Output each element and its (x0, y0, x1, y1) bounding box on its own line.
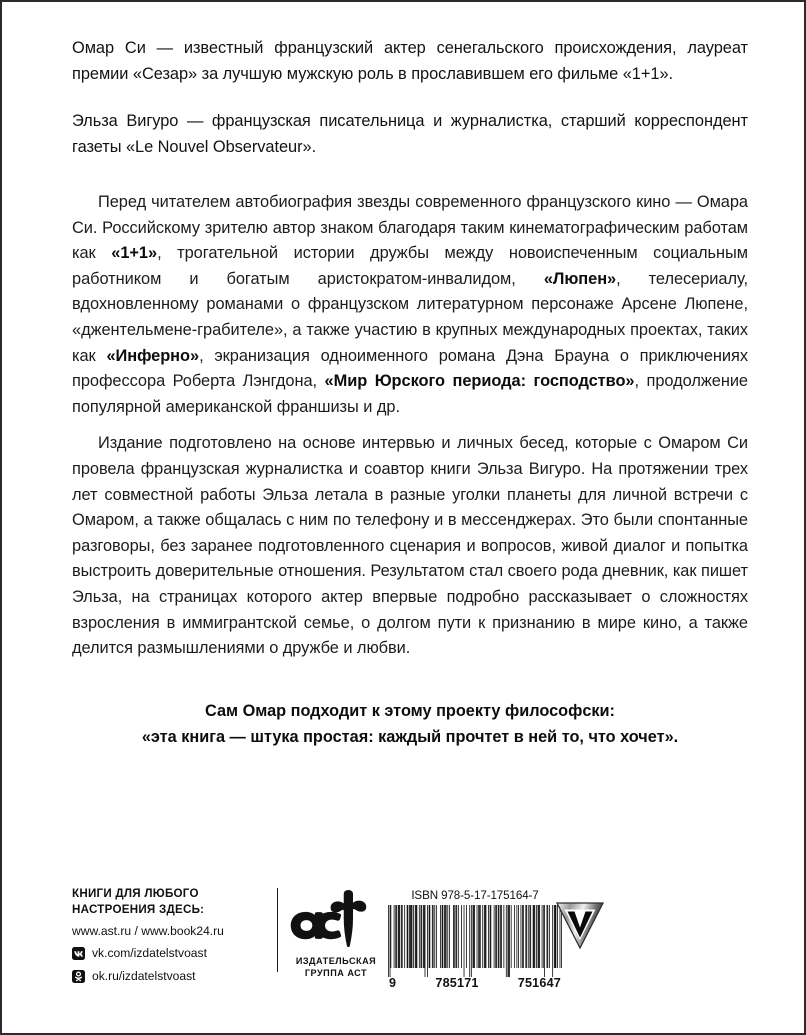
vk-icon (72, 947, 85, 960)
v-triangle-logo (552, 896, 608, 952)
author-bio-paragraph: Омар Си — известный французский актер сенегальского происхождения, лауреат премии «Сезар» за лучшую мужскую роль в прославившем его фильме «1+1». (72, 39, 748, 83)
annotation-text-c: , трогательной истории дружбы между новоиспеченным социальным работником и богатым аристократом-инвалидом, (72, 244, 748, 288)
odnoklassniki-icon (72, 970, 85, 983)
ast-logo-mark (284, 890, 388, 948)
closing-quote (72, 698, 748, 750)
closing-quote-line-1: Сам Омар подходит к этому проекту философски: (205, 701, 615, 720)
ast-publisher-logo (284, 890, 388, 979)
isbn-barcode-block (388, 889, 562, 990)
promo-headline (72, 886, 268, 917)
promo-vk-link[interactable]: vk.com/izdatelstvoast (92, 946, 207, 960)
barcode-digit-left: 9 (389, 976, 397, 990)
barcode-digit-group-1: 785171 (435, 976, 479, 990)
promo-headline-line-1: КНИГИ ДЛЯ ЛЮБОГО (72, 887, 199, 900)
annotation-paragraph-2: Издание подготовлено на основе интервью и личных бесед, которые с Омаром Си провела французская журналистка и соавтор книги Эльза Вигуро. На протяжении трех лет совместной работы Эльза летала в разные уголки планеты для личной встречи с Омаром, а также общалась с ним по телефону и в мессенджерах. Это были спонтанные разговоры, без заранее подготовленного сценария и вопросов, живой диалог и попытка выстроить доверительные отношения. Результатом стал своего рода дневник, как пишет Эльза, на страницах которого актер впервые подробно рассказывает о сложностях взросления в иммигрантской семье, о долгом пути к признанию в мире кино, а также делится размышлениями о дружбе и любви. (72, 434, 748, 658)
film-title-inferno: «Инферно» (106, 346, 200, 365)
ast-logo-caption (284, 955, 388, 979)
annotation-text-d: , телесериалу, вдохновленному романами о французском литературном персонаже Арсене Люпене, «джентельмене-грабителе», а также участию в крупных международных проектах, таких как (72, 269, 748, 365)
isbn-label: ISBN 978-5-17-175164-7 (411, 889, 539, 902)
annotation-text-e: , экранизация одноименного романа Дэна Брауна о приключениях профессора Роберта Лэнгдона, (72, 346, 748, 391)
promo-vk-row[interactable] (72, 944, 268, 962)
cover-footer (72, 886, 748, 996)
cover-text-content (72, 36, 748, 750)
closing-quote-line-2: «эта книга — штука простая: каждый прочтет в ней то, что хочет». (141, 727, 679, 746)
ast-caption-line-1: ИЗДАТЕЛЬСКАЯ (295, 956, 377, 966)
promo-ok-link[interactable]: ok.ru/izdatelstvoast (92, 969, 196, 983)
barcode-digit-group-2: 751647 (517, 976, 561, 990)
annotation-text-f: , продолжение популярной американской франшизы и др. (72, 372, 748, 416)
annotation-text-a: Перед читателем автобиография звезды современного французского кино — Омара Си. Российскому зрителю автор знаком благодаря таким кинематографическим работам как (72, 193, 748, 263)
promo-ok-row[interactable] (72, 967, 268, 985)
footer-divider (277, 888, 278, 972)
promo-websites[interactable]: www.ast.ru / www.book24.ru (72, 924, 224, 938)
ean13-barcode (388, 905, 562, 977)
series-title-lupin: «Люпен» (543, 269, 617, 288)
promo-headline-line-2: НАСТРОЕНИЯ ЗДЕСЬ: (72, 902, 205, 916)
coauthor-bio-paragraph: Эльза Вигуро — французская писательница и журналистка, старший корреспондент газеты «Le Nouvel Observateur». (72, 112, 748, 156)
promo-block (72, 886, 268, 985)
annotation-paragraph-1 (72, 190, 748, 420)
barcode-digits (388, 976, 562, 990)
ast-caption-line-2: ГРУППА АСТ (304, 968, 368, 978)
film-title-jurassic-world: «Мир Юрского периода: господство» (324, 372, 635, 391)
film-title-1plus1: «1+1» (111, 244, 158, 263)
